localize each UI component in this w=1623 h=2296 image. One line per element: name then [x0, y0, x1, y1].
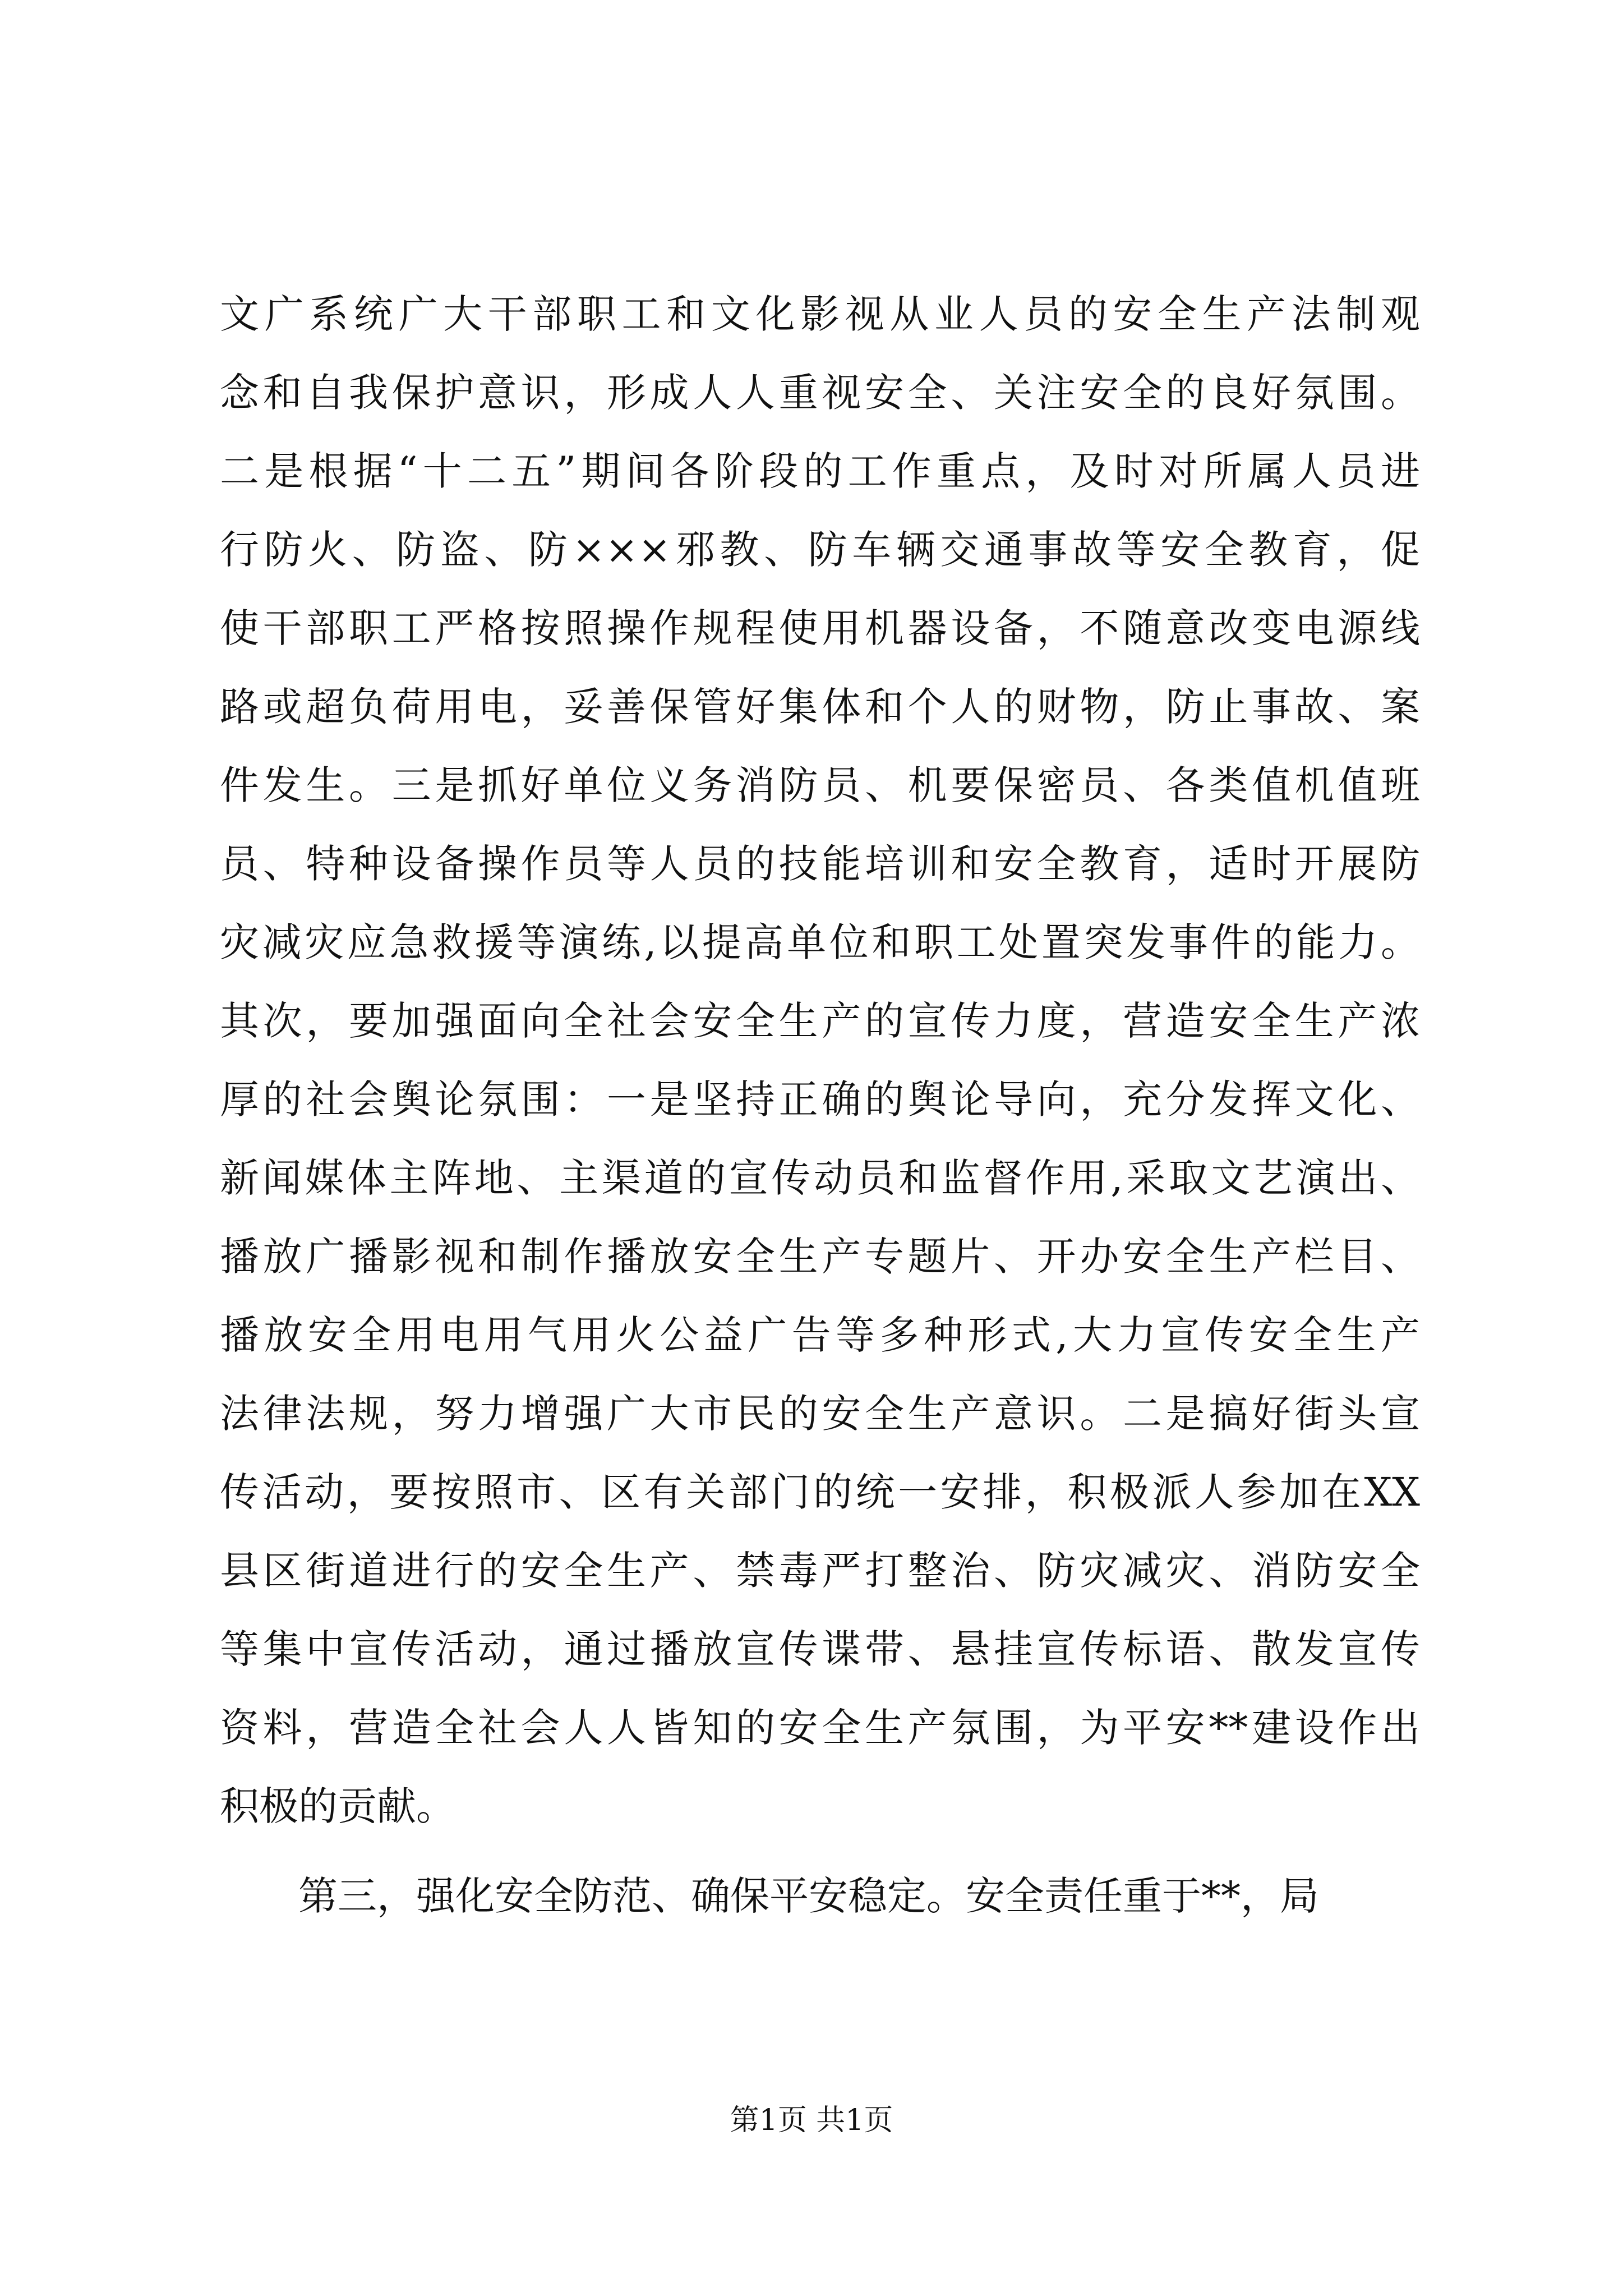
text-line: 灾减灾应急救援等演练,以提高单位和职工处置突发事件的能力。 — [220, 919, 1420, 965]
text-line: 播放广播影视和制作播放安全生产专题片、开办安全生产栏目、 — [220, 1234, 1420, 1280]
text-line: 行防火、防盗、防×××邪教、防车辆交通事故等安全教育，促 — [220, 527, 1420, 573]
document-body — [220, 275, 1420, 1935]
text-line: 县区街道进行的安全生产、禁毒严打整治、防灾减灾、消防安全 — [220, 1548, 1420, 1594]
text-line: 厚的社会舆论氛围：一是坚持正确的舆论导向，充分发挥文化、 — [220, 1076, 1420, 1122]
text-line: 播放安全用电用气用火公益广告等多种形式,大力宣传安全生产 — [220, 1312, 1420, 1358]
text-line: 积极的贡献。 — [220, 1783, 455, 1829]
paragraph-gap — [220, 1846, 1420, 1857]
text-line: 其次，要加强面向全社会安全生产的宣传力度，营造安全生产浓 — [220, 998, 1420, 1044]
text-line: 第三，强化安全防范、确保平安稳定。安全责任重于**，局 — [298, 1873, 1319, 1919]
text-line: 等集中宣传活动，通过播放宣传谍带、悬挂宣传标语、散发宣传 — [220, 1626, 1420, 1672]
text-line: 念和自我保护意识，形成人人重视安全、关注安全的良好氛围。 — [220, 370, 1420, 416]
text-line: 资料，营造全社会人人皆知的安全生产氛围，为平安**建设作出 — [220, 1705, 1420, 1751]
text-line: 传活动，要按照市、区有关部门的统一安排，积极派人参加在XX — [220, 1469, 1420, 1515]
text-line: 法律法规，努力增强广大市民的安全生产意识。二是搞好街头宣 — [220, 1391, 1420, 1437]
text-line: 员、特种设备操作员等人员的技能培训和安全教育，适时开展防 — [220, 841, 1420, 887]
text-line: 二是根据“十二五”期间各阶段的工作重点，及时对所属人员进 — [220, 448, 1420, 494]
text-line: 件发生。三是抓好单位义务消防员、机要保密员、各类值机值班 — [220, 762, 1420, 808]
text-line: 路或超负荷用电，妥善保管好集体和个人的财物，防止事故、案 — [220, 684, 1420, 730]
text-line: 使干部职工严格按照操作规程使用机器设备，不随意改变电源线 — [220, 605, 1420, 651]
text-line: 新闻媒体主阵地、主渠道的宣传动员和监督作用,采取文艺演出、 — [220, 1155, 1420, 1201]
text-line: 文广系统广大干部职工和文化影视从业人员的安全生产法制观 — [220, 291, 1420, 337]
page-number-footer: 第1页 共1页 — [730, 2104, 893, 2137]
